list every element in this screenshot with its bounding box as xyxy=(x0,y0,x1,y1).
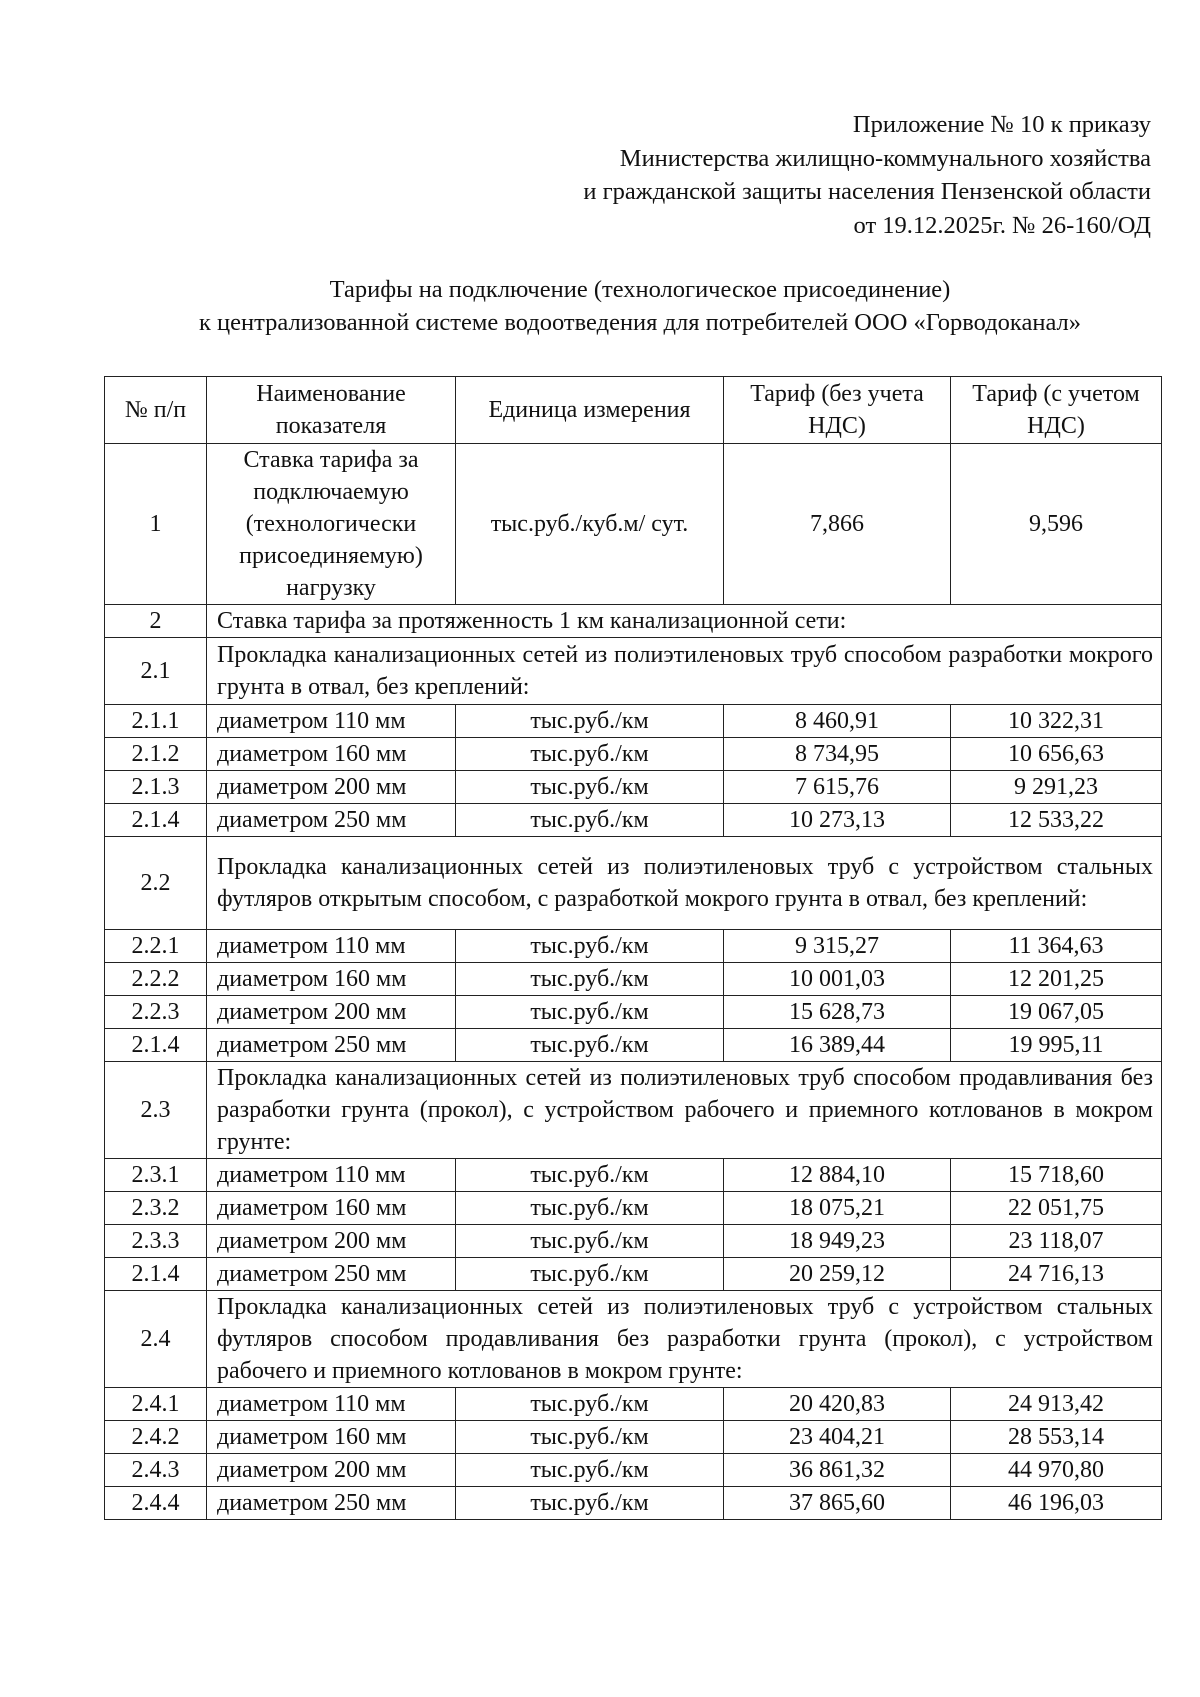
row-name: диаметром 160 мм xyxy=(207,1192,456,1225)
table-row xyxy=(105,1487,1162,1520)
header-tariff-with-vat: Тариф (с учетом НДС) xyxy=(951,377,1162,444)
row-tariff-with-vat: 12 533,22 xyxy=(951,804,1162,837)
row-tariff-with-vat: 24 913,42 xyxy=(951,1388,1162,1421)
row-num: 2 xyxy=(105,605,207,638)
row-tariff-with-vat: 12 201,25 xyxy=(951,963,1162,996)
section-title: Прокладка канализационных сетей из полиэтиленовых труб способом разработки мокрого грунта в отвал, без креплений: xyxy=(207,638,1162,705)
row-unit: тыс.руб./км xyxy=(456,1421,724,1454)
section-title: Прокладка канализационных сетей из полиэтиленовых труб с устройством стальных футляров способом продавливания без разработки грунта (прокол), с устройством рабочего и приемного котлованов в мокром грунте: xyxy=(207,1291,1162,1388)
row-num: 2.1.4 xyxy=(105,1029,207,1062)
row-tariff-with-vat: 22 051,75 xyxy=(951,1192,1162,1225)
row-unit: тыс.руб./км xyxy=(456,738,724,771)
row-name: диаметром 110 мм xyxy=(207,1159,456,1192)
row-name: диаметром 250 мм xyxy=(207,804,456,837)
row-tariff-with-vat: 15 718,60 xyxy=(951,1159,1162,1192)
table-row xyxy=(105,1258,1162,1291)
row-unit: тыс.руб./км xyxy=(456,1388,724,1421)
table-row xyxy=(105,1388,1162,1421)
row-tariff-no-vat: 20 420,83 xyxy=(724,1388,951,1421)
row-name: диаметром 110 мм xyxy=(207,1388,456,1421)
table-row xyxy=(105,1029,1162,1062)
row-num: 1 xyxy=(105,444,207,605)
row-tariff-no-vat: 20 259,12 xyxy=(724,1258,951,1291)
table-section-row xyxy=(105,1291,1162,1388)
header-unit: Единица измерения xyxy=(456,377,724,444)
row-num: 2.1.4 xyxy=(105,804,207,837)
row-tariff-with-vat: 19 067,05 xyxy=(951,996,1162,1029)
row-name: диаметром 110 мм xyxy=(207,705,456,738)
row-tariff-with-vat: 9,596 xyxy=(951,444,1162,605)
row-unit: тыс.руб./км xyxy=(456,1159,724,1192)
row-unit: тыс.руб./км xyxy=(456,996,724,1029)
row-unit: тыс.руб./км xyxy=(456,1029,724,1062)
row-tariff-with-vat: 28 553,14 xyxy=(951,1421,1162,1454)
row-section-title: Ставка тарифа за протяженность 1 км канализационной сети: xyxy=(207,605,1162,638)
table-row xyxy=(105,930,1162,963)
row-num: 2.1.4 xyxy=(105,1258,207,1291)
row-num: 2.2.1 xyxy=(105,930,207,963)
row-tariff-no-vat: 16 389,44 xyxy=(724,1029,951,1062)
table-section-row xyxy=(105,1062,1162,1159)
title-line-2: к централизованной системе водоотведения для потребителей ООО «Горводоканал» xyxy=(198,309,1082,336)
row-tariff-no-vat: 18 949,23 xyxy=(724,1225,951,1258)
table-section-row xyxy=(105,638,1162,705)
table-row xyxy=(105,738,1162,771)
row-name: диаметром 200 мм xyxy=(207,1225,456,1258)
row-num: 2.4.1 xyxy=(105,1388,207,1421)
row-tariff-no-vat: 10 001,03 xyxy=(724,963,951,996)
row-tariff-no-vat: 18 075,21 xyxy=(724,1192,951,1225)
row-num: 2.1.1 xyxy=(105,705,207,738)
row-tariff-with-vat: 44 970,80 xyxy=(951,1454,1162,1487)
tariff-table xyxy=(104,376,1162,1520)
row-tariff-no-vat: 7 615,76 xyxy=(724,771,951,804)
row-tariff-with-vat: 10 656,63 xyxy=(951,738,1162,771)
row-tariff-no-vat: 8 734,95 xyxy=(724,738,951,771)
table-row xyxy=(105,605,1162,638)
header-line-region: и гражданской защиты населения Пензенской области xyxy=(583,178,1151,205)
header-num: № п/п xyxy=(105,377,207,444)
row-tariff-with-vat: 23 118,07 xyxy=(951,1225,1162,1258)
row-num: 2.1.2 xyxy=(105,738,207,771)
section-title: Прокладка канализационных сетей из полиэтиленовых труб с устройством стальных футляров открытым способом, с разработкой мокрого грунта в отвал, без креплений: xyxy=(207,837,1162,930)
table-row xyxy=(105,1159,1162,1192)
table-row xyxy=(105,1225,1162,1258)
row-unit: тыс.руб./км xyxy=(456,1487,724,1520)
row-tariff-no-vat: 15 628,73 xyxy=(724,996,951,1029)
order-reference-header xyxy=(583,108,1151,242)
row-unit: тыс.руб./км xyxy=(456,1225,724,1258)
header-name: Наименование показателя xyxy=(207,377,456,444)
table-row xyxy=(105,963,1162,996)
row-num: 2.4.4 xyxy=(105,1487,207,1520)
row-unit: тыс.руб./км xyxy=(456,1192,724,1225)
row-name: диаметром 160 мм xyxy=(207,738,456,771)
row-unit: тыс.руб./км xyxy=(456,705,724,738)
row-name: диаметром 110 мм xyxy=(207,930,456,963)
row-tariff-no-vat: 9 315,27 xyxy=(724,930,951,963)
row-name: диаметром 160 мм xyxy=(207,1421,456,1454)
row-tariff-no-vat: 37 865,60 xyxy=(724,1487,951,1520)
header-tariff-no-vat: Тариф (без учета НДС) xyxy=(724,377,951,444)
table-row xyxy=(105,444,1162,605)
table-header-row xyxy=(105,377,1162,444)
row-unit: тыс.руб./км xyxy=(456,771,724,804)
row-unit: тыс.руб./км xyxy=(456,963,724,996)
header-line-order-date: от 19.12.2025г. № 26-160/ОД xyxy=(853,211,1151,239)
row-num: 2.4.2 xyxy=(105,1421,207,1454)
header-line-ministry: Министерства жилищно-коммунального хозяйства xyxy=(619,144,1151,172)
table-section-row xyxy=(105,837,1162,930)
section-num: 2.4 xyxy=(105,1291,207,1388)
row-unit: тыс.руб./км xyxy=(456,804,724,837)
section-num: 2.1 xyxy=(105,638,207,705)
row-name: диаметром 200 мм xyxy=(207,1454,456,1487)
row-num: 2.1.3 xyxy=(105,771,207,804)
table-row xyxy=(105,1192,1162,1225)
table-row xyxy=(105,771,1162,804)
section-title: Прокладка канализационных сетей из полиэтиленовых труб способом продавливания без разработки грунта (прокол), с устройством рабочего и приемного котлованов в мокром грунте: xyxy=(207,1062,1162,1159)
row-name: диаметром 160 мм xyxy=(207,963,456,996)
section-num: 2.2 xyxy=(105,837,207,930)
table-row xyxy=(105,705,1162,738)
table-row xyxy=(105,996,1162,1029)
row-unit: тыс.руб./км xyxy=(456,1258,724,1291)
row-name: диаметром 200 мм xyxy=(207,996,456,1029)
row-num: 2.3.1 xyxy=(105,1159,207,1192)
title-line-1: Тарифы на подключение (технологическое присоединение) xyxy=(329,276,951,303)
row-name: диаметром 250 мм xyxy=(207,1258,456,1291)
row-num: 2.4.3 xyxy=(105,1454,207,1487)
row-unit: тыс.руб./км xyxy=(456,930,724,963)
row-tariff-no-vat: 23 404,21 xyxy=(724,1421,951,1454)
row-name: диаметром 200 мм xyxy=(207,771,456,804)
row-num: 2.3.2 xyxy=(105,1192,207,1225)
row-tariff-with-vat: 9 291,23 xyxy=(951,771,1162,804)
row-name: диаметром 250 мм xyxy=(207,1487,456,1520)
table-row xyxy=(105,804,1162,837)
row-tariff-with-vat: 46 196,03 xyxy=(951,1487,1162,1520)
row-name: диаметром 250 мм xyxy=(207,1029,456,1062)
row-tariff-no-vat: 10 273,13 xyxy=(724,804,951,837)
table-row xyxy=(105,1454,1162,1487)
table-row xyxy=(105,1421,1162,1454)
row-name: Ставка тарифа за подключаемую (технологически присоединяемую) нагрузку xyxy=(207,444,456,605)
row-tariff-no-vat: 7,866 xyxy=(724,444,951,605)
row-tariff-no-vat: 12 884,10 xyxy=(724,1159,951,1192)
row-tariff-with-vat: 10 322,31 xyxy=(951,705,1162,738)
row-tariff-no-vat: 8 460,91 xyxy=(724,705,951,738)
section-num: 2.3 xyxy=(105,1062,207,1159)
row-unit: тыс.руб./км xyxy=(456,1454,724,1487)
document-title xyxy=(100,273,1180,339)
header-line-appendix: Приложение № 10 к приказу xyxy=(852,111,1151,138)
row-num: 2.2.2 xyxy=(105,963,207,996)
row-num: 2.3.3 xyxy=(105,1225,207,1258)
row-tariff-with-vat: 19 995,11 xyxy=(951,1029,1162,1062)
row-tariff-with-vat: 24 716,13 xyxy=(951,1258,1162,1291)
row-num: 2.2.3 xyxy=(105,996,207,1029)
row-unit: тыс.руб./куб.м/ сут. xyxy=(456,444,724,605)
row-tariff-no-vat: 36 861,32 xyxy=(724,1454,951,1487)
row-tariff-with-vat: 11 364,63 xyxy=(951,930,1162,963)
